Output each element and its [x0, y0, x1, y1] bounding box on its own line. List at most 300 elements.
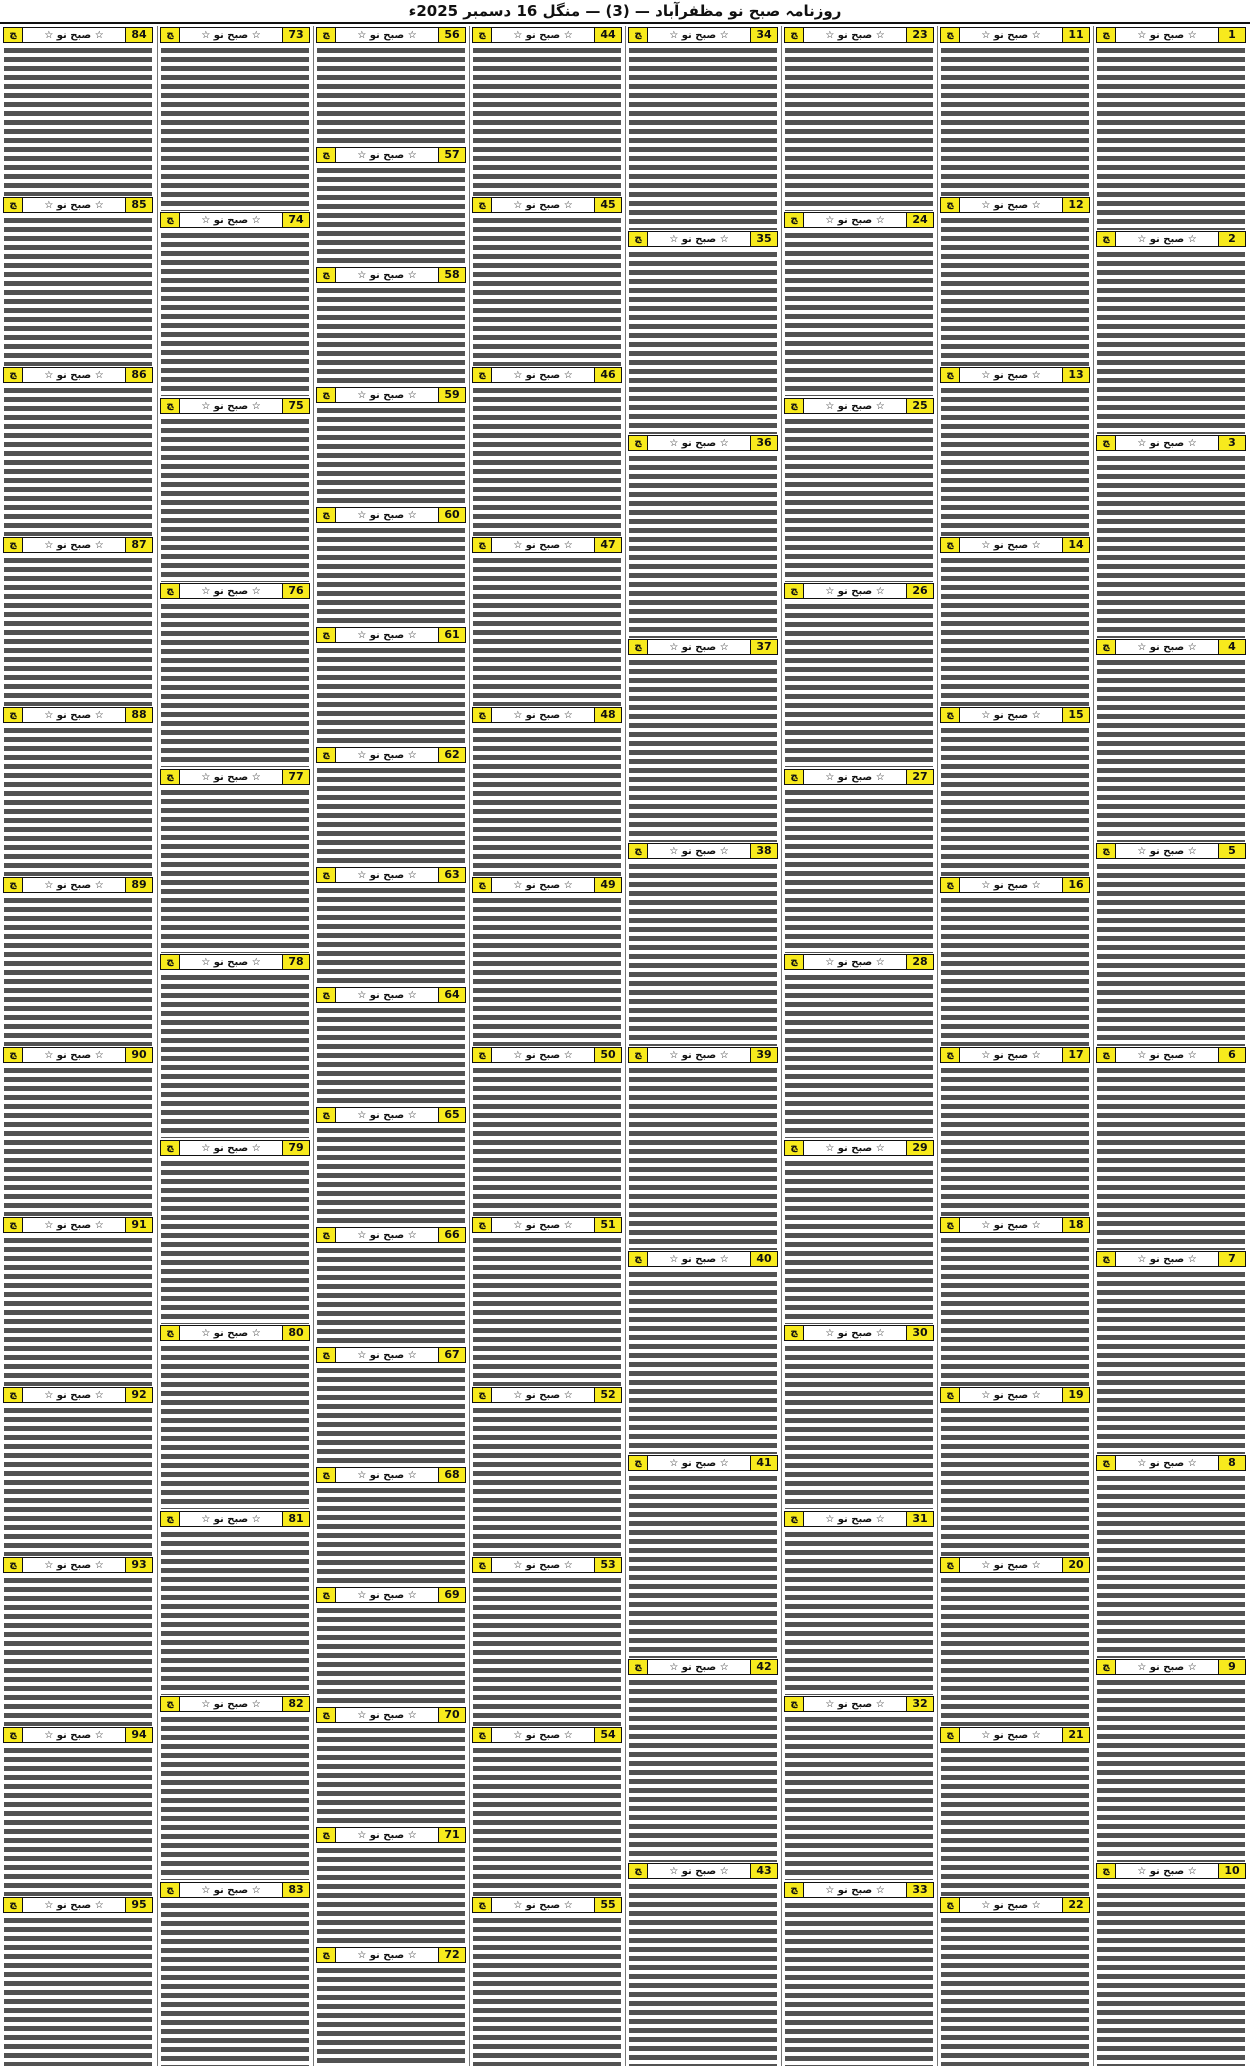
- news-item: [1094, 842, 1248, 1046]
- item-header-bar: [1096, 1455, 1246, 1471]
- item-body-text: [941, 1576, 1089, 1726]
- item-header-bar: [784, 27, 934, 43]
- item-header-bar: [1096, 843, 1246, 859]
- paper-logo-icon: ﭻ: [161, 399, 180, 413]
- news-item: [158, 768, 312, 953]
- paper-logo-icon: ﭻ: [473, 1728, 492, 1742]
- paper-logo-icon: ﭻ: [4, 878, 23, 892]
- item-bar-label: ☆ صبح نو ☆: [981, 1729, 1041, 1741]
- paper-logo-icon: ﭻ: [1097, 640, 1116, 654]
- item-bar-label: ☆ صبح نو ☆: [825, 771, 885, 783]
- item-header-bar: [1096, 231, 1246, 247]
- news-item: [1094, 434, 1248, 638]
- news-item: [938, 1726, 1092, 1896]
- item-header-bar: [940, 1387, 1090, 1403]
- item-bar-label: ☆ صبح نو ☆: [357, 1589, 417, 1601]
- news-item: [938, 706, 1092, 876]
- item-number: 74: [282, 213, 309, 227]
- paper-logo-icon: ﭻ: [317, 508, 336, 522]
- paper-logo-icon: ﭻ: [161, 584, 180, 598]
- paper-logo-icon: ﭻ: [629, 1456, 648, 1470]
- paper-logo-icon: ﭻ: [161, 1883, 180, 1897]
- news-item: [158, 397, 312, 582]
- item-bar-label: ☆ صبح نو ☆: [981, 879, 1041, 891]
- item-body-text: [4, 1236, 152, 1386]
- news-item: [314, 1106, 468, 1226]
- item-body-text: [629, 454, 777, 638]
- col-1: [1093, 26, 1248, 2066]
- news-item: [938, 1386, 1092, 1556]
- item-body-text: [317, 886, 465, 986]
- item-header-bar: [3, 1387, 153, 1403]
- item-number: 39: [750, 1048, 777, 1062]
- paper-logo-icon: ﭻ: [473, 1388, 492, 1402]
- paper-logo-icon: ﭻ: [4, 198, 23, 212]
- item-number: 10: [1218, 1864, 1245, 1878]
- item-body-text: [473, 896, 621, 1046]
- item-bar-label: ☆ صبح نو ☆: [669, 641, 729, 653]
- news-item: [314, 1706, 468, 1826]
- item-header-bar: [316, 1827, 466, 1843]
- paper-logo-icon: ﭻ: [4, 1388, 23, 1402]
- item-bar-label: ☆ صبح نو ☆: [357, 509, 417, 521]
- item-body-text: [629, 250, 777, 434]
- item-body-text: [941, 1236, 1089, 1386]
- news-item: [158, 1881, 312, 2066]
- paper-logo-icon: ﭻ: [161, 213, 180, 227]
- item-body-text: [4, 1066, 152, 1216]
- item-number: 75: [282, 399, 309, 413]
- item-body-text: [473, 1406, 621, 1556]
- item-bar-label: ☆ صبح نو ☆: [513, 879, 573, 891]
- news-item: [782, 1324, 936, 1509]
- item-body-text: [317, 1366, 465, 1466]
- paper-logo-icon: ﭻ: [161, 955, 180, 969]
- item-header-bar: [160, 583, 310, 599]
- item-bar-label: ☆ صبح نو ☆: [513, 1049, 573, 1061]
- item-number: 25: [906, 399, 933, 413]
- news-item: [1, 1726, 155, 1896]
- news-item: [470, 26, 624, 196]
- item-header-bar: [472, 1897, 622, 1913]
- item-body-text: [785, 788, 933, 953]
- news-item: [1094, 26, 1248, 230]
- news-item: [314, 1586, 468, 1706]
- item-body-text: [4, 1916, 152, 2066]
- item-number: 8: [1218, 1456, 1245, 1470]
- item-number: 14: [1062, 538, 1089, 552]
- item-number: 6: [1218, 1048, 1245, 1062]
- news-item: [470, 1726, 624, 1896]
- item-number: 56: [438, 28, 465, 42]
- paper-logo-icon: ﭻ: [317, 1948, 336, 1962]
- paper-logo-icon: ﭻ: [941, 878, 960, 892]
- item-number: 26: [906, 584, 933, 598]
- item-body-text: [317, 1966, 465, 2066]
- item-bar-label: ☆ صبح نو ☆: [357, 1349, 417, 1361]
- item-header-bar: [784, 1511, 934, 1527]
- item-header-bar: [316, 867, 466, 883]
- item-bar-label: ☆ صبح نو ☆: [669, 29, 729, 41]
- item-body-text: [1097, 658, 1245, 842]
- news-item: [158, 1139, 312, 1324]
- item-header-bar: [940, 1047, 1090, 1063]
- item-bar-label: ☆ صبح نو ☆: [513, 1389, 573, 1401]
- item-number: 13: [1062, 368, 1089, 382]
- paper-logo-icon: ﭻ: [941, 1898, 960, 1912]
- item-header-bar: [160, 1882, 310, 1898]
- news-item: [782, 26, 936, 211]
- paper-logo-icon: ﭻ: [473, 1558, 492, 1572]
- item-number: 50: [594, 1048, 621, 1062]
- item-header-bar: [784, 1140, 934, 1156]
- item-bar-label: ☆ صبح نو ☆: [357, 1949, 417, 1961]
- paper-logo-icon: ﭻ: [941, 1558, 960, 1572]
- item-header-bar: [3, 1557, 153, 1573]
- news-item: [626, 1658, 780, 1862]
- paper-logo-icon: ﭻ: [317, 868, 336, 882]
- news-item: [470, 706, 624, 876]
- item-bar-label: ☆ صبح نو ☆: [981, 369, 1041, 381]
- item-body-text: [473, 216, 621, 366]
- item-bar-label: ☆ صبح نو ☆: [357, 29, 417, 41]
- news-item: [782, 1695, 936, 1880]
- item-body-text: [317, 166, 465, 266]
- paper-logo-icon: ﭻ: [4, 1898, 23, 1912]
- item-body-text: [941, 1916, 1089, 2066]
- news-item: [782, 1881, 936, 2066]
- news-item: [938, 1556, 1092, 1726]
- item-number: 47: [594, 538, 621, 552]
- item-header-bar: [472, 1727, 622, 1743]
- item-header-bar: [316, 1947, 466, 1963]
- item-bar-label: ☆ صبح نو ☆: [357, 389, 417, 401]
- item-header-bar: [316, 1227, 466, 1243]
- item-number: 89: [125, 878, 152, 892]
- item-header-bar: [316, 387, 466, 403]
- item-bar-label: ☆ صبح نو ☆: [44, 1049, 104, 1061]
- item-header-bar: [3, 1217, 153, 1233]
- news-item: [1094, 1862, 1248, 2066]
- news-item: [1, 1216, 155, 1386]
- paper-logo-icon: ﭻ: [4, 708, 23, 722]
- news-item: [158, 1510, 312, 1695]
- paper-logo-icon: ﭻ: [317, 628, 336, 642]
- item-header-bar: [3, 707, 153, 723]
- news-item: [1, 1386, 155, 1556]
- item-body-text: [1097, 1270, 1245, 1454]
- news-item: [314, 26, 468, 146]
- item-body-text: [629, 658, 777, 842]
- item-bar-label: ☆ صبح نو ☆: [669, 845, 729, 857]
- item-body-text: [941, 46, 1089, 196]
- paper-logo-icon: ﭻ: [161, 1141, 180, 1155]
- news-item: [158, 26, 312, 211]
- item-body-text: [161, 417, 309, 582]
- news-item: [938, 1896, 1092, 2066]
- paper-logo-icon: ﭻ: [317, 1588, 336, 1602]
- item-bar-label: ☆ صبح نو ☆: [357, 1829, 417, 1841]
- item-number: 80: [282, 1326, 309, 1340]
- paper-logo-icon: ﭻ: [785, 213, 804, 227]
- item-bar-label: ☆ صبح نو ☆: [981, 29, 1041, 41]
- item-header-bar: [784, 954, 934, 970]
- item-header-bar: [1096, 1659, 1246, 1675]
- item-body-text: [161, 1715, 309, 1880]
- paper-logo-icon: ﭻ: [1097, 844, 1116, 858]
- item-header-bar: [628, 843, 778, 859]
- item-bar-label: ☆ صبح نو ☆: [825, 1698, 885, 1710]
- item-number: 17: [1062, 1048, 1089, 1062]
- item-body-text: [473, 46, 621, 196]
- news-item: [1, 26, 155, 196]
- item-number: 58: [438, 268, 465, 282]
- item-header-bar: [160, 1696, 310, 1712]
- paper-logo-icon: ﭻ: [161, 1512, 180, 1526]
- news-item: [626, 842, 780, 1046]
- item-bar-label: ☆ صبح نو ☆: [44, 369, 104, 381]
- item-body-text: [161, 1159, 309, 1324]
- item-body-text: [785, 1344, 933, 1509]
- paper-logo-icon: ﭻ: [473, 1048, 492, 1062]
- news-item: [938, 536, 1092, 706]
- item-number: 12: [1062, 198, 1089, 212]
- item-header-bar: [160, 212, 310, 228]
- item-header-bar: [628, 435, 778, 451]
- item-body-text: [629, 46, 777, 230]
- paper-logo-icon: ﭻ: [941, 198, 960, 212]
- item-number: 27: [906, 770, 933, 784]
- item-bar-label: ☆ صبح نو ☆: [669, 1661, 729, 1673]
- item-bar-label: ☆ صبح نو ☆: [201, 1698, 261, 1710]
- paper-logo-icon: ﭻ: [629, 232, 648, 246]
- item-body-text: [629, 1270, 777, 1454]
- item-header-bar: [316, 507, 466, 523]
- item-number: 95: [125, 1898, 152, 1912]
- masthead: [0, 0, 1250, 24]
- item-body-text: [317, 526, 465, 626]
- item-number: 84: [125, 28, 152, 42]
- item-body-text: [4, 46, 152, 196]
- item-bar-label: ☆ صبح نو ☆: [825, 1142, 885, 1154]
- item-bar-label: ☆ صبح نو ☆: [357, 1469, 417, 1481]
- paper-logo-icon: ﭻ: [785, 584, 804, 598]
- item-bar-label: ☆ صبح نو ☆: [201, 400, 261, 412]
- item-header-bar: [316, 27, 466, 43]
- item-bar-label: ☆ صبح نو ☆: [1137, 641, 1197, 653]
- item-header-bar: [940, 707, 1090, 723]
- news-item: [1, 1046, 155, 1216]
- paper-logo-icon: ﭻ: [317, 148, 336, 162]
- news-item: [470, 1556, 624, 1726]
- news-item: [938, 366, 1092, 536]
- item-number: 32: [906, 1697, 933, 1711]
- news-item: [1, 1896, 155, 2066]
- item-number: 23: [906, 28, 933, 42]
- news-item: [938, 26, 1092, 196]
- item-number: 81: [282, 1512, 309, 1526]
- news-item: [470, 196, 624, 366]
- paper-logo-icon: ﭻ: [473, 1898, 492, 1912]
- paper-logo-icon: ﭻ: [1097, 1048, 1116, 1062]
- news-item: [314, 146, 468, 266]
- item-number: 5: [1218, 844, 1245, 858]
- news-item: [470, 366, 624, 536]
- news-item: [470, 1386, 624, 1556]
- item-number: 46: [594, 368, 621, 382]
- item-number: 19: [1062, 1388, 1089, 1402]
- news-item: [782, 211, 936, 396]
- item-number: 62: [438, 748, 465, 762]
- item-body-text: [4, 726, 152, 876]
- item-header-bar: [316, 1467, 466, 1483]
- item-bar-label: ☆ صبح نو ☆: [513, 1559, 573, 1571]
- item-body-text: [1097, 250, 1245, 434]
- item-number: 30: [906, 1326, 933, 1340]
- item-number: 45: [594, 198, 621, 212]
- item-header-bar: [160, 27, 310, 43]
- item-number: 92: [125, 1388, 152, 1402]
- item-body-text: [317, 646, 465, 746]
- item-number: 71: [438, 1828, 465, 1842]
- paper-logo-icon: ﭻ: [785, 28, 804, 42]
- item-header-bar: [472, 707, 622, 723]
- item-bar-label: ☆ صبح نو ☆: [357, 989, 417, 1001]
- col-6: [313, 26, 468, 2066]
- item-number: 66: [438, 1228, 465, 1242]
- item-bar-label: ☆ صبح نو ☆: [201, 956, 261, 968]
- item-header-bar: [472, 367, 622, 383]
- paper-logo-icon: ﭻ: [1097, 28, 1116, 42]
- item-body-text: [161, 231, 309, 396]
- item-body-text: [4, 1576, 152, 1726]
- item-number: 67: [438, 1348, 465, 1362]
- news-item: [782, 397, 936, 582]
- item-number: 20: [1062, 1558, 1089, 1572]
- item-bar-label: ☆ صبح نو ☆: [669, 233, 729, 245]
- item-body-text: [317, 1006, 465, 1106]
- item-header-bar: [316, 1707, 466, 1723]
- item-body-text: [1097, 454, 1245, 638]
- item-bar-label: ☆ صبح نو ☆: [981, 1389, 1041, 1401]
- col-4: [625, 26, 780, 2066]
- paper-logo-icon: ﭻ: [629, 1660, 648, 1674]
- item-body-text: [473, 726, 621, 876]
- item-bar-label: ☆ صبح نو ☆: [1137, 233, 1197, 245]
- item-header-bar: [3, 197, 153, 213]
- item-bar-label: ☆ صبح نو ☆: [357, 269, 417, 281]
- item-header-bar: [940, 877, 1090, 893]
- item-header-bar: [784, 398, 934, 414]
- item-body-text: [1097, 1066, 1245, 1250]
- paper-logo-icon: ﭻ: [629, 28, 648, 42]
- item-header-bar: [628, 231, 778, 247]
- item-body-text: [941, 1746, 1089, 1896]
- item-body-text: [941, 556, 1089, 706]
- item-body-text: [4, 896, 152, 1046]
- item-number: 70: [438, 1708, 465, 1722]
- item-body-text: [629, 1678, 777, 1862]
- paper-logo-icon: ﭻ: [941, 1218, 960, 1232]
- paper-logo-icon: ﭻ: [1097, 1456, 1116, 1470]
- news-item: [626, 638, 780, 842]
- item-bar-label: ☆ صبح نو ☆: [44, 1559, 104, 1571]
- item-number: 41: [750, 1456, 777, 1470]
- item-body-text: [4, 1746, 152, 1896]
- item-body-text: [317, 286, 465, 386]
- item-bar-label: ☆ صبح نو ☆: [44, 199, 104, 211]
- item-body-text: [4, 556, 152, 706]
- news-item: [782, 768, 936, 953]
- paper-logo-icon: ﭻ: [473, 28, 492, 42]
- item-number: 31: [906, 1512, 933, 1526]
- news-item: [314, 1466, 468, 1586]
- paper-logo-icon: ﭻ: [161, 770, 180, 784]
- paper-logo-icon: ﭻ: [473, 368, 492, 382]
- item-bar-label: ☆ صبح نو ☆: [201, 29, 261, 41]
- item-body-text: [317, 1726, 465, 1826]
- item-body-text: [161, 1344, 309, 1509]
- item-bar-label: ☆ صبح نو ☆: [44, 1899, 104, 1911]
- item-body-text: [785, 1715, 933, 1880]
- news-item: [938, 1046, 1092, 1216]
- news-item: [470, 1046, 624, 1216]
- item-header-bar: [784, 1882, 934, 1898]
- item-header-bar: [1096, 435, 1246, 451]
- item-body-text: [785, 1901, 933, 2066]
- item-header-bar: [160, 954, 310, 970]
- paper-logo-icon: ﭻ: [317, 1228, 336, 1242]
- news-item: [1, 536, 155, 706]
- paper-logo-icon: ﭻ: [941, 28, 960, 42]
- paper-logo-icon: ﭻ: [785, 770, 804, 784]
- item-bar-label: ☆ صبح نو ☆: [357, 629, 417, 641]
- item-number: 76: [282, 584, 309, 598]
- item-header-bar: [3, 1047, 153, 1063]
- item-body-text: [941, 726, 1089, 876]
- item-header-bar: [472, 1557, 622, 1573]
- item-bar-label: ☆ صبح نو ☆: [981, 1049, 1041, 1061]
- col-5: [469, 26, 624, 2066]
- news-item: [158, 1324, 312, 1509]
- paper-logo-icon: ﭻ: [317, 1708, 336, 1722]
- news-item: [158, 211, 312, 396]
- news-item: [626, 1454, 780, 1658]
- item-bar-label: ☆ صبح نو ☆: [513, 709, 573, 721]
- news-item: [314, 386, 468, 506]
- item-number: 60: [438, 508, 465, 522]
- item-number: 7: [1218, 1252, 1245, 1266]
- item-header-bar: [3, 1897, 153, 1913]
- item-bar-label: ☆ صبح نو ☆: [357, 1229, 417, 1241]
- item-header-bar: [1096, 27, 1246, 43]
- item-header-bar: [628, 1047, 778, 1063]
- news-item: [1, 706, 155, 876]
- item-bar-label: ☆ صبح نو ☆: [44, 879, 104, 891]
- item-header-bar: [940, 1217, 1090, 1233]
- paper-logo-icon: ﭻ: [629, 1252, 648, 1266]
- news-item: [938, 1216, 1092, 1386]
- item-header-bar: [472, 197, 622, 213]
- paper-logo-icon: ﭻ: [629, 1864, 648, 1878]
- news-item: [1, 876, 155, 1046]
- paper-logo-icon: ﭻ: [473, 708, 492, 722]
- masthead-title: روزنامہ صبح نو مظفرآباد — (3) — منگل 16 دسمبر 2025ء: [408, 2, 842, 20]
- item-bar-label: ☆ صبح نو ☆: [981, 1899, 1041, 1911]
- item-header-bar: [3, 1727, 153, 1743]
- item-number: 33: [906, 1883, 933, 1897]
- item-body-text: [941, 216, 1089, 366]
